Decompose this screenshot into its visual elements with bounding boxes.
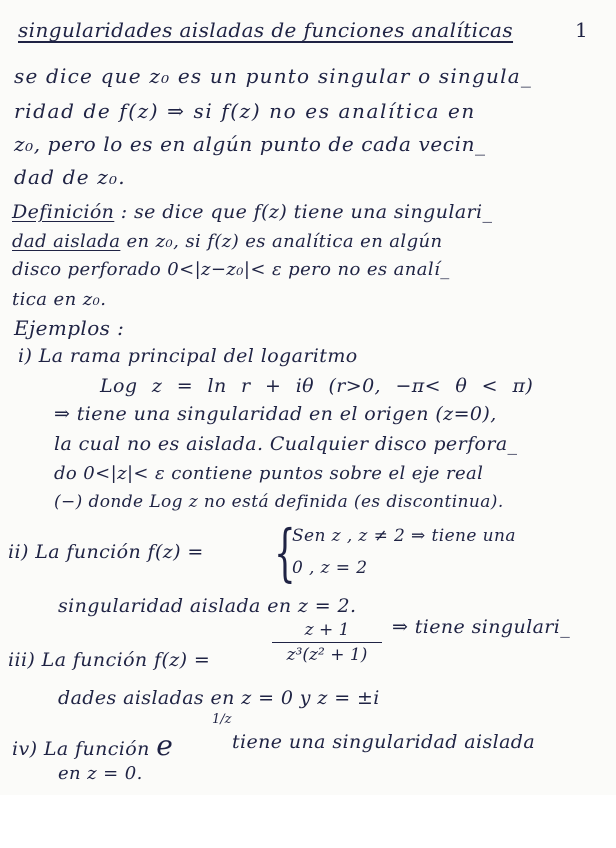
- page-title: singularidades aisladas de funciones analíticas: [18, 18, 514, 42]
- fraction-numerator: z + 1: [304, 620, 350, 640]
- example-4-rest: tiene una singularidad aislada: [232, 731, 536, 753]
- definition-line-4: tica en z₀.: [12, 289, 107, 310]
- intro-line-4: dad de z₀.: [14, 165, 126, 189]
- fraction-denominator: z³(z² + 1): [286, 645, 368, 665]
- page-number: 1: [575, 18, 588, 42]
- intro-line-1: se dice que z₀ es un punto singular o singula_: [14, 64, 533, 88]
- example-3-result-2: dades aisladas en z = 0 y z = ±i: [58, 687, 380, 709]
- definition-line-2-text: en z₀, si f(z) es analítica en algún: [120, 231, 443, 252]
- example-3-result-1: ⇒ tiene singulari_: [392, 616, 571, 638]
- example-2-case-2: 0 , z = 2: [292, 558, 368, 578]
- example-1-line-5: do 0<|z|< ε contiene puntos sobre el eje real: [54, 463, 484, 484]
- fraction-bar: [272, 642, 382, 643]
- example-1-formula: Log z = ln r + iθ (r>0, −π< θ < π): [100, 375, 534, 397]
- example-2-case-1: Sen z , z ≠ 2 ⇒ tiene una: [292, 526, 516, 546]
- example-1-line-6: (−) donde Log z no está definida (es discontinua).: [54, 492, 504, 512]
- definition-label: Definición: [12, 201, 115, 223]
- example-2-conclusion: singularidad aislada en z = 2.: [58, 595, 357, 617]
- example-1-intro: i) La rama principal del logaritmo: [18, 345, 358, 367]
- exponential-exponent: 1/z: [212, 712, 232, 727]
- example-4-conclusion: en z = 0.: [58, 763, 143, 784]
- definition-line-2: [12, 230, 443, 254]
- example-1-line-3: ⇒ tiene una singularidad en el origen (z=0),: [54, 403, 497, 425]
- example-1-line-4: la cual no es aislada. Cualquier disco perfora_: [54, 433, 518, 455]
- piecewise-brace: {: [274, 516, 296, 589]
- example-4-intro-text: iv) La función: [12, 738, 157, 760]
- example-4-intro: [12, 729, 174, 762]
- example-3-fraction: [272, 620, 382, 665]
- definition-line-3: disco perforado 0<|z−z₀|< ε pero no es analí_: [12, 259, 450, 280]
- exponential-base: e: [156, 729, 174, 762]
- definition-key-term: dad aislada: [12, 231, 121, 252]
- example-2-intro: ii) La función f(z) =: [8, 541, 204, 563]
- intro-line-2: ridad de f(z) ⇒ si f(z) no es analítica en: [14, 99, 476, 123]
- examples-heading: Ejemplos :: [14, 316, 125, 340]
- definition-line-1-text: : se dice que f(z) tiene una singulari_: [114, 201, 493, 223]
- intro-line-3: z₀, pero lo es en algún punto de cada vecin_: [14, 132, 486, 156]
- blank-margin: [0, 795, 616, 848]
- example-3-intro: iii) La función f(z) =: [8, 649, 211, 671]
- definition-line-1: [12, 200, 492, 224]
